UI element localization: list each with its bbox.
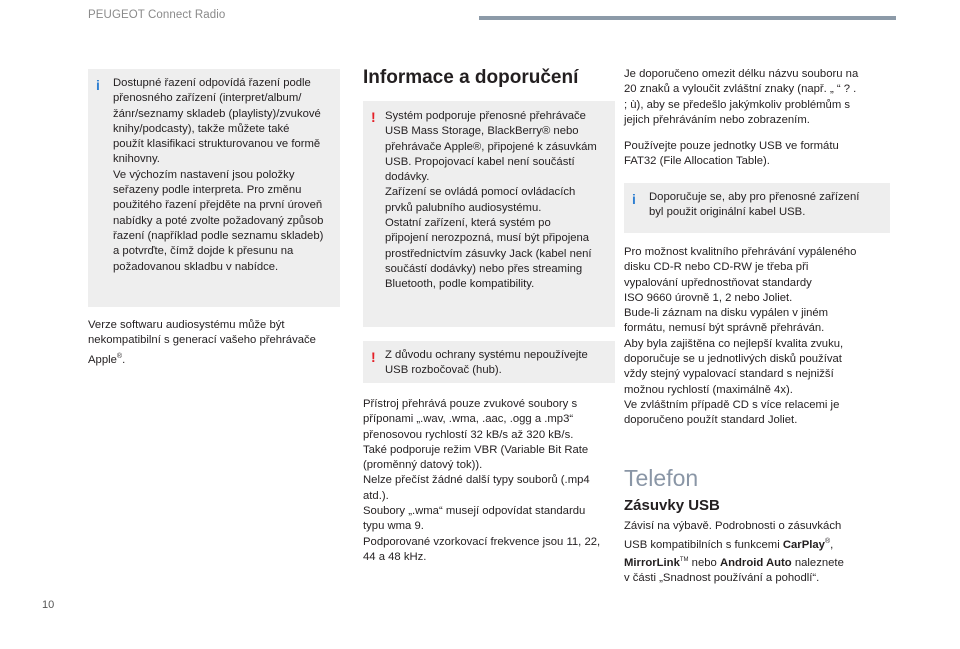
col3-paragraph-fat32: Používejte pouze jednotky USB ve formátu FAT32 (File Allocation Table). [624,140,839,168]
warning-box-text: Z důvodu ochrany systému nepoužívejte USB rozbočovač (hub). [385,349,588,377]
subheading-usb-sockets: Zásuvky USB [624,497,720,514]
info-box-text: Doporučuje se, aby pro přenosné zařízení byl použit originální kabel USB. [649,191,860,219]
page-number: 10 [42,599,55,611]
warning-box-supported-devices [363,101,615,327]
warning-box-usb-hub [363,341,615,383]
col1-paragraph: Verze softwaru audiosystému může být nekompatibilní s generací vašeho přehrávače Apple®. [88,319,316,366]
warning-box-text: Systém podporuje přenosné přehrávače USB Mass Storage, BlackBerry® nebo přehrávače Apple®, připojené k zásuvkám USB. Propojovací kabel není součástí dodávky. Zařízení se ovládá pomocí ovládacích prvků palubního audiosystému. Ostatní zařízení, která systém po připojení nerozpozná, musí být připojena prostřednictvím zásuvky Jack (kabel není součástí dodávky) nebo přes streaming Bluetooth, podle kompatibility. [385,110,597,291]
info-box-sorting [88,69,340,307]
info-box-text: Dostupné řazení odpovídá řazení podle přenosného zařízení (interpret/album/ žánr/seznamy skladeb (playlisty)/zvukové knihy/podcasty), takže můžete také použít klasifikaci strukturovanou ve formě knihovny. Ve výchozím nastavení jsou položky seřazeny podle interpreta. Pro změnu použitého řazení přejděte na první úroveň nabídky a poté zvolte požadovaný způsob řazení (například podle seznamu skladeb) a potvrďte, čímž dojde k přesunu na požadovanou skladbu v nabídce. [113,77,324,273]
info-icon: i [632,191,636,207]
info-icon: i [96,77,100,93]
header-rule [479,16,896,20]
section-heading-info: Informace a doporučení [363,67,579,88]
col3-paragraph-cd: Pro možnost kvalitního přehrávání vypáleného disku CD-R nebo CD-RW je třeba při vypalování upřednostňovat standardy ISO 9660 úrovně 1, 2 nebo Joliet. Bude-li záznam na disku vypálen v jiném formátu, nemusí být správně přehráván. Aby byla zajištěna co nejlepší kvalita zvuku, doporučuje se u jednotlivých disků používat vždy stejný vypalovací standard s nejnižší možnou rychlostí (maximálně 4x). Ve zvláštním případě CD s více relacemi je doporučeno použít standard Joliet. [624,246,857,427]
warning-icon: ! [371,349,376,365]
running-header: PEUGEOT Connect Radio [88,9,226,21]
warning-icon: ! [371,109,376,125]
chapter-title-telefon: Telefon [624,465,699,491]
info-box-cable [624,183,890,233]
col3-paragraph-usb: Závisí na výbavě. Podrobnosti o zásuvkách USB kompatibilních s funkcemi CarPlay®, MirrorLink™ nebo Android Auto naleznete v části „Snadnost používání a pohodlí“. [624,520,844,585]
col3-paragraph-filename: Je doporučeno omezit délku názvu souboru na 20 znaků a vyloučit zvláštní znaky (např. „ “ ? . ; ù), aby se předešlo jakýmkoliv problémům s jejich přehráváním nebo zobrazením. [624,68,859,126]
col2-paragraph: Přístroj přehrává pouze zvukové soubory s příponami „.wav, .wma, .aac, .ogg a .mp3“ přenosovou rychlostí 32 kB/s až 320 kB/s. Také podporuje režim VBR (Variable Bit Rate (proměnný datový tok)). Nelze přečíst žádné další typy souborů (.mp4 atd.). Soubory „.wma“ musejí odpovídat standardu typu wma 9. Podporované vzorkovací frekvence jsou 11, 22, 44 a 48 kHz. [363,398,601,563]
